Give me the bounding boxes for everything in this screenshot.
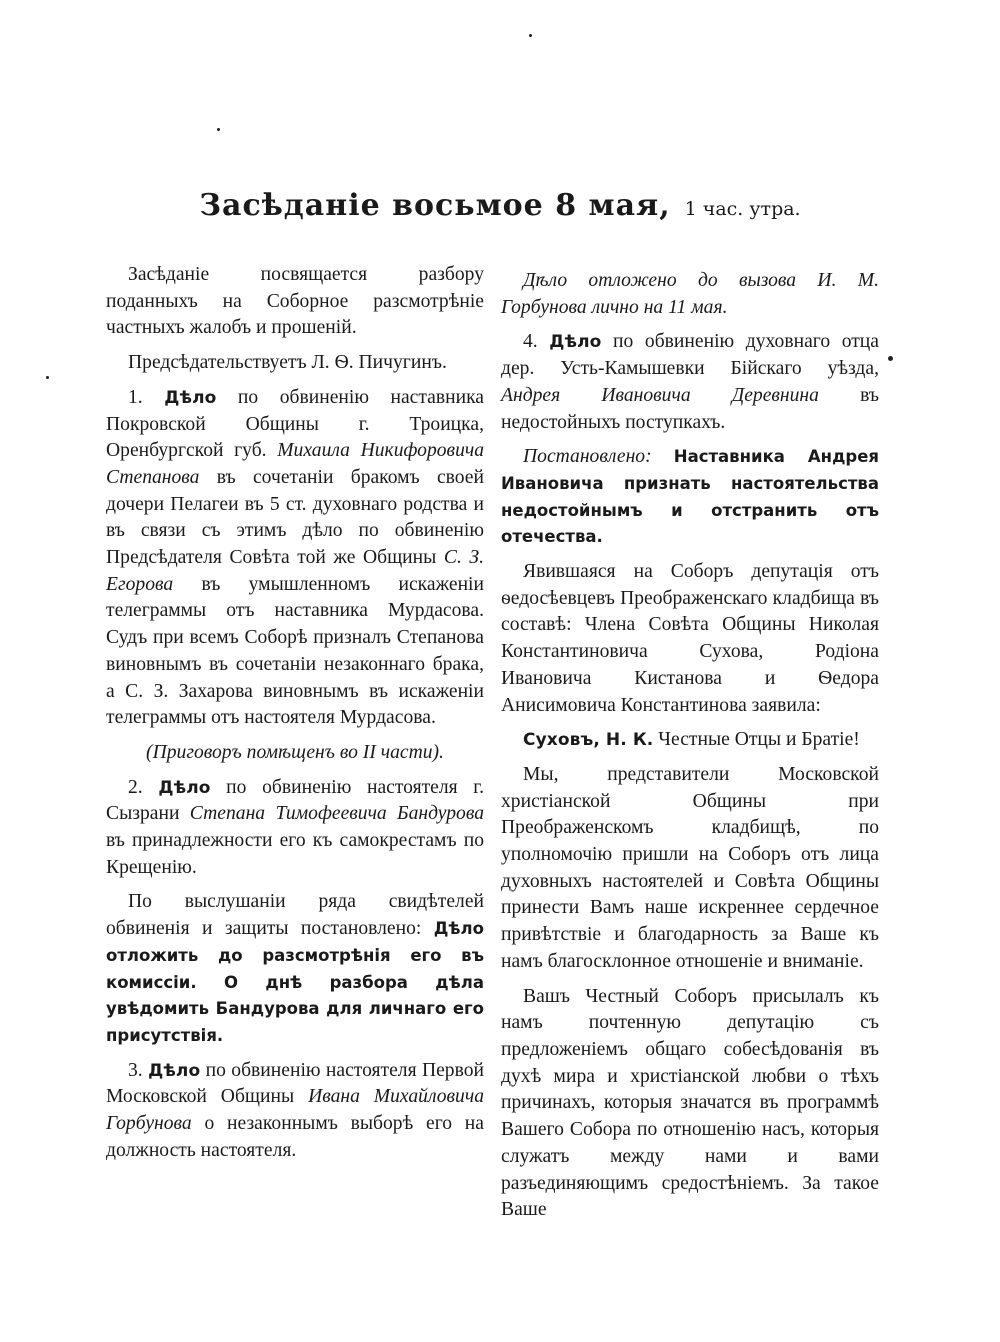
speaker-name: Суховъ, Н. К. [523,730,654,751]
left-column [106,262,484,1173]
case-1-name-2: С. З. Егорова [106,547,485,595]
hearing-text: По выслушаніи ряда свидѣтелей обвиненія и защиты постановлено: [106,891,484,940]
chair-paragraph: Предсѣдательствуетъ Л. Ѳ. Пичугинъ. [128,352,447,374]
case-2-text-a: по обвиненію настоятеля г. Сызрани [106,776,484,825]
case-2-number: 2. [128,776,143,798]
case-1-text-a: по обвиненію наставника Покровской Общины г. Троицка, Оренбургской губ. [106,386,484,462]
case-4-name: Андрея Ивановича Деревнина [501,384,819,406]
speech-opening [501,727,879,754]
case-3 [106,1058,484,1165]
intro-paragraph: Засѣданіе посвящается разбору поданныхъ на Соборное разсмотрѣніе частныхъ жалобъ и прошеній. [106,264,484,339]
case-2-word: Дѣло [158,777,211,798]
session-title [0,188,1000,223]
case-2-text-b: въ принадлежности его къ самокрестамъ по Крещенію. [106,830,484,878]
case-3-word: Дѣло [148,1060,201,1081]
case-1 [106,385,484,732]
print-speck [217,128,220,131]
case-2-name: Степана Тимофеевича Бандурова [189,803,484,825]
case-1-text-c: въ умышленномъ искаженіи телеграммы отъ наставника Мурдасова. Судъ при всемъ Соборѣ призналъ Степанова виновнымъ въ сочетаніи незаконнаго брака, а С. З. Захарова виновнымъ въ искаженіи телеграммы отъ настоятеля Мурдасова. [106,573,484,729]
case-2 [106,775,484,882]
title-time: 1 час. утра. [684,198,801,220]
hearing-paragraph [106,889,484,1049]
print-speck [529,34,532,37]
print-speck [46,376,49,379]
case-3-text-b: о незаконнымъ выборѣ его на должность настоятеля. [106,1113,484,1161]
case-4-number: 4. [523,331,538,353]
verdict-note: (Приговоръ помѣщенъ во II части). [146,741,444,763]
speech-paragraph-2: Вашъ Честный Соборъ присылалъ къ намъ почтенную депутацію съ предложеніемъ общаго собесѣдованія въ духѣ мира и христіанской любви о тѣхъ причинахъ, которыя значатся въ программѣ Вашего Собора по отношенію насъ, которыя служатъ между нами и вами разъединяющимъ средостѣніемъ. За такое Ваше [501,985,879,1221]
hearing-resolution: Дѣло отложить до разсмотрѣнія его въ комиссіи. О днѣ разбора дѣла увѣдомить Бандурова для личнаго его присутствія. [106,919,484,1045]
print-speck [888,356,893,361]
case-4-word: Дѣло [549,332,602,353]
case-4-text-a: по обвиненію духовнаго отца дер. Усть-Камышевки Бійскаго уѣзда, [501,331,879,380]
case-3-text-a: по обвиненію настоятеля Первой Московской Общины [106,1059,484,1108]
speech-greeting: Честные Отцы и Братіе! [658,729,860,751]
resolution-paragraph [501,444,879,551]
title-text: Засѣданіе восьмое 8 мая, [199,188,671,223]
resolution-label: Постановлено: [523,446,652,468]
resolution-text: Наставника Андрея Ивановича признать настоятельства недостойнымъ и отстранить отъ отечества. [501,447,879,547]
deputation-paragraph: Явившаяся на Соборъ депутація отъ ѳедосѣевцевъ Преображенскаго кладбища въ составѣ: Члена Совѣта Общины Николая Константиновича Сухова, Родіона Ивановича Кистанова и Ѳедора Анисимовича Константинова заявила: [501,561,879,716]
right-column [501,268,879,1232]
speech-paragraph-1: Мы, представители Московской христіанской Общины при Преображенскомъ кладбищѣ, по уполномочію пришли на Соборъ отъ лица духовныхъ настоятелей и Совѣта Общины принести Вамъ наше искреннее сердечное привѣтствіе и благодарность за Ваше къ намъ благосклонное отношеніе и вниманіе. [501,763,879,972]
case-3-number: 3. [128,1059,143,1081]
case-4-text-b: въ недостойныхъ поступкахъ. [501,384,879,433]
case-1-text-b: въ сочетаніи бракомъ своей дочери Пелагеи въ 5 ст. духовнаго родства и въ связи съ этимъ дѣло по обвиненію Предсѣдателя Совѣта той же Общины [106,466,484,569]
case-1-word: Дѣло [164,387,217,408]
case-3-name: Ивана Михайловича Горбунова [106,1086,484,1135]
case-1-number: 1. [128,386,143,408]
case-1-name-1: Михаила Никифоровича Степанова [106,440,485,488]
postponed-note: Дѣло отложено до вызова И. М. Горбунова лично на 11 мая. [501,270,879,318]
case-4 [501,329,879,436]
